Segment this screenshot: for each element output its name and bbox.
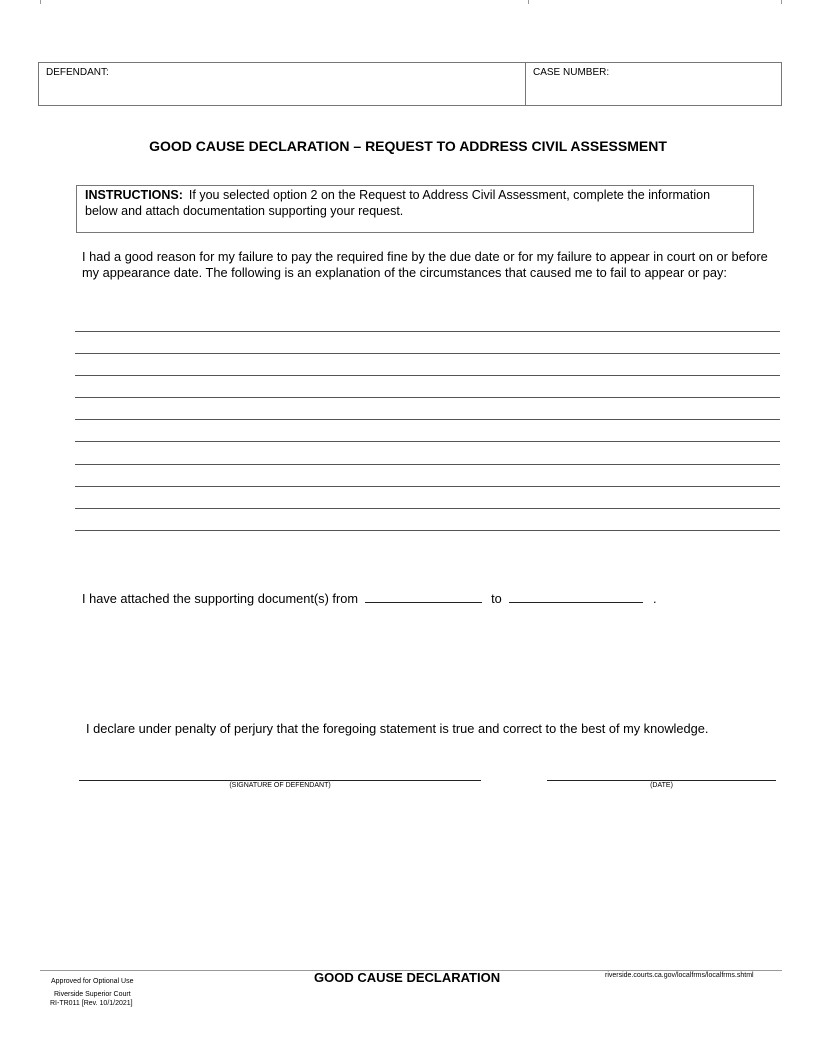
perjury-declaration: I declare under penalty of perjury that the foregoing statement is true and correct to the best of my knowledge. [86,721,709,736]
footer-court: Riverside Superior Court [54,991,131,998]
signature-caption: (SIGNATURE OF DEFENDANT) [229,782,331,789]
explanation-line[interactable] [75,331,780,332]
defendant-field[interactable] [46,83,518,103]
from-date-blank[interactable] [365,590,482,603]
defendant-label: DEFENDANT: [46,67,109,78]
explanation-line[interactable] [75,530,780,531]
footer-url: riverside.courts.ca.gov/localfrms/localfrms.shtml [605,972,754,979]
signature-line[interactable] [79,780,481,781]
attachment-statement [82,590,657,606]
good-reason-statement: I had a good reason for my failure to pay the required fine by the due date or for my failure to appear in court on or before my appearance date. The following is an explanation of the circumstances that caused me to fail to appear or pay: [82,249,768,280]
case-number-label: CASE NUMBER: [533,67,610,78]
page-edge-mark [781,0,782,4]
explanation-line[interactable] [75,375,780,376]
instructions-heading: INSTRUCTIONS: [85,188,183,202]
footer-form-title: GOOD CAUSE DECLARATION [314,970,501,985]
attachment-text-middle: to [491,591,502,606]
explanation-line[interactable] [75,441,780,442]
page-edge-mark [528,0,529,4]
explanation-line[interactable] [75,353,780,354]
explanation-line[interactable] [75,464,780,465]
to-date-blank[interactable] [509,590,643,603]
form-title: GOOD CAUSE DECLARATION – REQUEST TO ADDRESS CIVIL ASSESSMENT [149,138,667,154]
defendant-box [38,62,526,106]
date-line[interactable] [547,780,776,781]
instructions-text: If you selected option 2 on the Request to Address Civil Assessment, complete the information below and attach documentation supporting your request. [85,188,711,218]
explanation-line[interactable] [75,419,780,420]
attachment-text-before: I have attached the supporting document(s) from [82,591,358,606]
date-caption: (DATE) [650,782,673,789]
page-edge-mark [40,0,41,4]
attachment-text-end: . [652,591,657,606]
case-number-box [525,62,782,106]
footer-form-id: RI-TR011 [Rev. 10/1/2021] [50,1000,133,1007]
explanation-line[interactable] [75,486,780,487]
case-number-field[interactable] [533,83,774,103]
explanation-line[interactable] [75,397,780,398]
instructions-box [76,185,754,233]
explanation-line[interactable] [75,508,780,509]
footer-approved: Approved for Optional Use [51,978,134,985]
